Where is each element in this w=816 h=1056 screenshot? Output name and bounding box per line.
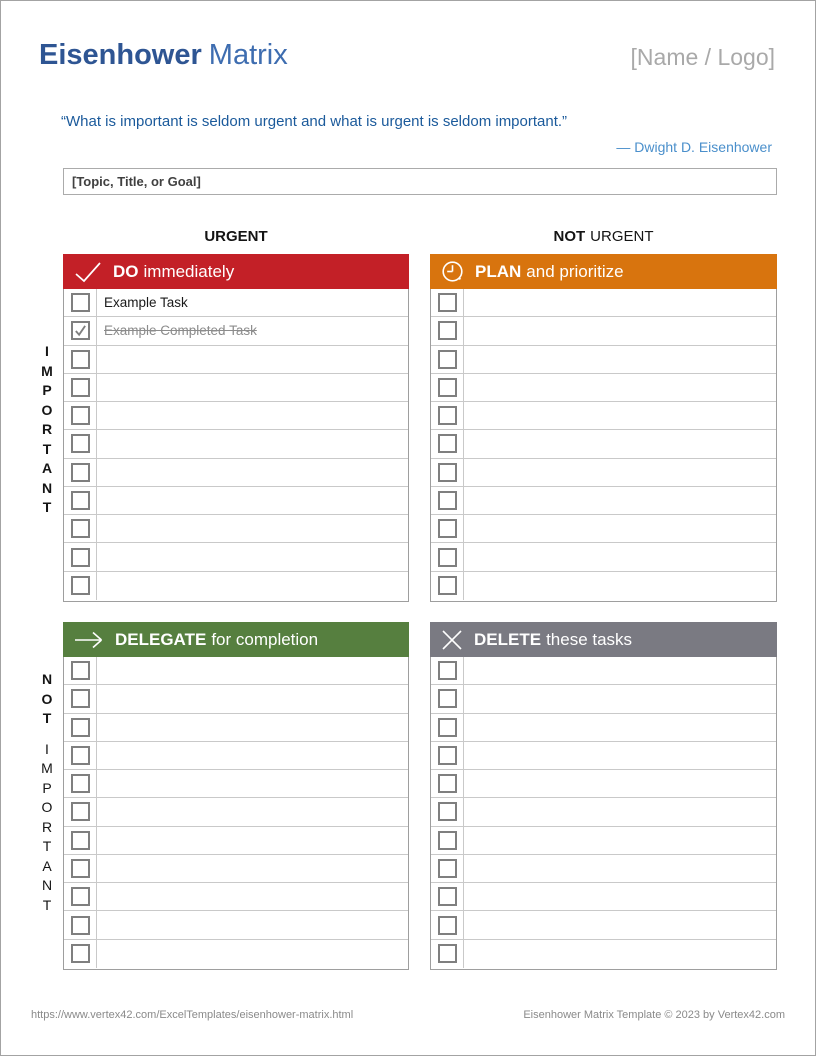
task-row — [64, 572, 408, 600]
checkbox-cell — [431, 940, 464, 968]
task-text[interactable] — [464, 911, 776, 938]
checkbox-cell — [64, 572, 97, 600]
eisenhower-quote: “What is important is seldom urgent and what is urgent is seldom important.” — [61, 113, 568, 130]
task-checkbox[interactable] — [438, 718, 457, 737]
task-row — [431, 317, 776, 345]
row-header-important — [37, 342, 57, 518]
task-checkbox[interactable] — [71, 831, 90, 850]
column-header-urgent — [63, 228, 409, 245]
task-text[interactable] — [464, 855, 776, 882]
task-text[interactable] — [97, 685, 408, 712]
task-checkbox[interactable] — [71, 718, 90, 737]
task-checkbox[interactable] — [438, 406, 457, 425]
page-title — [39, 39, 288, 72]
checkbox-cell — [431, 459, 464, 486]
task-text[interactable] — [464, 543, 776, 570]
task-text[interactable] — [97, 657, 408, 684]
checkbox-cell — [431, 543, 464, 570]
checkbox-cell — [431, 430, 464, 457]
task-row — [431, 855, 776, 883]
task-text[interactable] — [97, 459, 408, 486]
task-row — [431, 289, 776, 317]
page-title-bold: Eisenhower — [39, 39, 202, 71]
checkbox-cell — [64, 798, 97, 825]
task-checkbox[interactable] — [438, 434, 457, 453]
task-checkbox[interactable] — [71, 519, 90, 538]
topic-input[interactable]: [Topic, Title, or Goal] — [63, 168, 777, 195]
task-row — [64, 289, 408, 317]
quadrant-plan-title-rest: and prioritize — [526, 261, 624, 281]
quadrant-delegate-title — [115, 630, 318, 650]
task-text[interactable] — [464, 798, 776, 825]
task-checkbox[interactable] — [438, 350, 457, 369]
row-header-not-important — [37, 670, 57, 915]
checkbox-cell — [64, 657, 97, 684]
task-row — [431, 346, 776, 374]
checkbox-cell — [64, 940, 97, 968]
task-row — [64, 317, 408, 345]
checkbox-cell — [431, 883, 464, 910]
task-row — [431, 827, 776, 855]
quadrant-do-title-bold: DO — [113, 261, 139, 281]
checkbox-cell — [64, 742, 97, 769]
quadrant-delete-title — [474, 630, 632, 650]
checkbox-cell — [64, 685, 97, 712]
page-title-light: Matrix — [208, 39, 288, 71]
quadrant-do — [63, 254, 409, 602]
task-checkbox[interactable] — [71, 406, 90, 425]
checkbox-cell — [64, 770, 97, 797]
task-checkbox[interactable] — [438, 519, 457, 538]
checkbox-cell — [64, 883, 97, 910]
task-text[interactable]: Example Completed Task — [104, 323, 257, 339]
task-row — [64, 515, 408, 543]
task-row — [64, 430, 408, 458]
task-text[interactable] — [97, 487, 408, 514]
task-row — [64, 402, 408, 430]
quadrant-plan-title — [475, 262, 624, 282]
task-text[interactable]: Example Task — [104, 295, 188, 311]
task-checkbox[interactable] — [71, 859, 90, 878]
task-checkbox[interactable] — [71, 802, 90, 821]
task-row — [64, 827, 408, 855]
task-checkbox[interactable] — [71, 378, 90, 397]
task-checkbox[interactable] — [71, 689, 90, 708]
task-checkbox[interactable] — [71, 293, 90, 312]
task-checkbox[interactable] — [71, 774, 90, 793]
checkbox-cell — [64, 402, 97, 429]
task-checkbox[interactable] — [71, 661, 90, 680]
task-checkbox[interactable] — [438, 859, 457, 878]
task-text[interactable] — [464, 742, 776, 769]
quadrant-plan-task-list — [430, 289, 777, 602]
task-checkbox[interactable] — [438, 887, 457, 906]
checkbox-cell — [431, 685, 464, 712]
checkbox-cell — [431, 714, 464, 741]
quadrant-do-title — [113, 262, 234, 282]
task-checkbox[interactable] — [71, 576, 90, 595]
checkbox-cell — [431, 346, 464, 373]
task-text[interactable] — [97, 855, 408, 882]
quadrant-delete-title-rest: these tasks — [546, 629, 633, 649]
task-text[interactable] — [464, 714, 776, 741]
task-row — [64, 770, 408, 798]
task-text[interactable] — [97, 572, 408, 600]
task-checkbox[interactable] — [438, 916, 457, 935]
checkbox-cell — [431, 289, 464, 316]
task-row — [64, 685, 408, 713]
task-row — [64, 374, 408, 402]
checkbox-cell — [431, 827, 464, 854]
task-text[interactable] — [464, 289, 776, 316]
task-text[interactable] — [464, 770, 776, 797]
urgent-label-bold: URGENT — [204, 228, 268, 245]
task-checkbox[interactable] — [438, 831, 457, 850]
checkbox-cell — [64, 543, 97, 570]
checkbox-cell — [431, 798, 464, 825]
task-text[interactable] — [97, 515, 408, 542]
task-checkbox[interactable] — [71, 463, 90, 482]
task-text[interactable] — [464, 940, 776, 968]
task-text[interactable] — [464, 430, 776, 457]
checkbox-cell — [431, 770, 464, 797]
task-row — [431, 572, 776, 600]
task-text[interactable] — [464, 459, 776, 486]
task-text[interactable] — [97, 911, 408, 938]
task-row — [64, 855, 408, 883]
checkbox-cell — [431, 515, 464, 542]
task-checkbox[interactable] — [438, 746, 457, 765]
check-icon — [74, 261, 102, 283]
checkbox-cell — [431, 911, 464, 938]
footer-copyright: Eisenhower Matrix Template © 2023 by Vertex42.com — [523, 1009, 785, 1021]
task-checkbox[interactable] — [71, 434, 90, 453]
column-header-not-urgent — [430, 228, 777, 245]
quadrant-delegate-title-rest: for completion — [211, 629, 319, 649]
task-text[interactable] — [464, 883, 776, 910]
checkbox-cell — [64, 827, 97, 854]
task-text[interactable] — [464, 572, 776, 600]
quadrant-do-title-rest: immediately — [143, 261, 235, 281]
task-row — [431, 685, 776, 713]
task-row — [431, 657, 776, 685]
task-text[interactable] — [464, 374, 776, 401]
task-checkbox[interactable] — [438, 321, 457, 340]
task-row — [431, 374, 776, 402]
quote-attribution: — Dwight D. Eisenhower — [616, 139, 772, 155]
task-row — [64, 940, 408, 968]
task-row — [431, 459, 776, 487]
task-row — [431, 543, 776, 571]
name-logo-placeholder[interactable]: [Name / Logo] — [630, 44, 775, 70]
task-row — [431, 798, 776, 826]
task-text[interactable] — [464, 657, 776, 684]
task-checkbox[interactable] — [438, 802, 457, 821]
task-text[interactable] — [97, 827, 408, 854]
task-text[interactable] — [464, 346, 776, 373]
task-text[interactable] — [464, 827, 776, 854]
quadrant-plan-title-bold: PLAN — [475, 261, 522, 281]
task-row — [64, 487, 408, 515]
checkbox-cell — [64, 515, 97, 542]
task-checkbox[interactable] — [71, 491, 90, 510]
important-label-regular: I M P O R T A N T — [41, 740, 53, 913]
task-row — [64, 883, 408, 911]
checkbox-cell — [64, 459, 97, 486]
task-row — [64, 459, 408, 487]
task-text[interactable] — [97, 430, 408, 457]
task-text[interactable] — [97, 543, 408, 570]
checkbox-cell — [64, 317, 97, 344]
task-text[interactable] — [464, 487, 776, 514]
checkbox-cell — [431, 572, 464, 600]
checkbox-cell — [431, 317, 464, 344]
task-text[interactable] — [97, 742, 408, 769]
arrow-right-icon — [74, 630, 104, 650]
task-checkbox[interactable] — [71, 887, 90, 906]
task-text[interactable] — [97, 402, 408, 429]
task-checkbox[interactable] — [438, 293, 457, 312]
task-row — [431, 430, 776, 458]
task-row — [64, 742, 408, 770]
checkbox-cell — [64, 289, 97, 316]
task-checkbox[interactable] — [71, 746, 90, 765]
task-checkbox[interactable] — [71, 548, 90, 567]
footer-url: https://www.vertex42.com/ExcelTemplates/eisenhower-matrix.html — [31, 1009, 354, 1021]
quadrant-do-header — [63, 254, 409, 289]
quadrant-delegate — [63, 622, 409, 970]
task-text[interactable] — [97, 374, 408, 401]
quadrant-delete — [430, 622, 777, 970]
task-row — [431, 883, 776, 911]
quadrant-delegate-title-bold: DELEGATE — [115, 629, 207, 649]
checkbox-cell — [64, 346, 97, 373]
task-row — [431, 770, 776, 798]
task-text[interactable] — [97, 346, 408, 373]
checkbox-cell — [64, 855, 97, 882]
task-checkbox[interactable] — [438, 576, 457, 595]
task-checkbox[interactable] — [438, 378, 457, 397]
task-row — [431, 940, 776, 968]
task-checkbox[interactable] — [438, 548, 457, 567]
task-checkbox[interactable] — [438, 944, 457, 963]
task-checkbox[interactable] — [438, 689, 457, 708]
task-text[interactable] — [97, 883, 408, 910]
checkbox-cell — [431, 487, 464, 514]
checkbox-cell — [64, 911, 97, 938]
task-row — [64, 798, 408, 826]
task-row — [431, 714, 776, 742]
task-checkbox[interactable] — [438, 661, 457, 680]
task-row — [431, 487, 776, 515]
task-row — [431, 911, 776, 939]
task-text[interactable] — [97, 798, 408, 825]
task-text[interactable] — [464, 515, 776, 542]
task-text[interactable] — [464, 402, 776, 429]
task-checkbox[interactable] — [71, 350, 90, 369]
x-icon — [441, 629, 463, 651]
quadrant-delete-header — [430, 622, 777, 657]
quadrant-delegate-header — [63, 622, 409, 657]
task-row — [431, 742, 776, 770]
task-row — [64, 657, 408, 685]
task-checkbox-checked[interactable] — [71, 321, 90, 340]
checkbox-cell — [431, 374, 464, 401]
task-row — [64, 714, 408, 742]
task-checkbox[interactable] — [438, 491, 457, 510]
quadrant-do-task-list — [63, 289, 409, 602]
task-text[interactable] — [97, 770, 408, 797]
task-checkbox[interactable] — [71, 944, 90, 963]
task-text[interactable] — [97, 714, 408, 741]
task-row — [64, 346, 408, 374]
checkbox-cell — [431, 402, 464, 429]
task-text[interactable] — [97, 940, 408, 968]
quadrant-delete-title-bold: DELETE — [474, 629, 542, 649]
task-row — [64, 543, 408, 571]
task-checkbox[interactable] — [71, 916, 90, 935]
task-checkbox[interactable] — [438, 463, 457, 482]
task-row — [431, 515, 776, 543]
important-label: I M P O R T A N T — [41, 343, 53, 515]
checkbox-cell — [431, 657, 464, 684]
quadrant-delete-task-list — [430, 657, 777, 970]
task-row — [64, 911, 408, 939]
checkbox-cell — [64, 714, 97, 741]
task-row — [431, 402, 776, 430]
quadrant-plan — [430, 254, 777, 602]
task-text[interactable] — [464, 317, 776, 344]
checkbox-cell — [431, 855, 464, 882]
not-urgent-label-rest: URGENT — [590, 228, 654, 245]
task-checkbox[interactable] — [438, 774, 457, 793]
checkbox-cell — [431, 742, 464, 769]
not-urgent-label-bold: NOT — [553, 228, 586, 245]
task-text[interactable] — [464, 685, 776, 712]
clock-icon — [441, 260, 464, 283]
quadrant-plan-header — [430, 254, 777, 289]
not-label: N O T — [41, 671, 53, 726]
checkbox-cell — [64, 374, 97, 401]
checkbox-cell — [64, 487, 97, 514]
quadrant-delegate-task-list — [63, 657, 409, 970]
axis-gap — [37, 729, 57, 740]
checkbox-cell — [64, 430, 97, 457]
